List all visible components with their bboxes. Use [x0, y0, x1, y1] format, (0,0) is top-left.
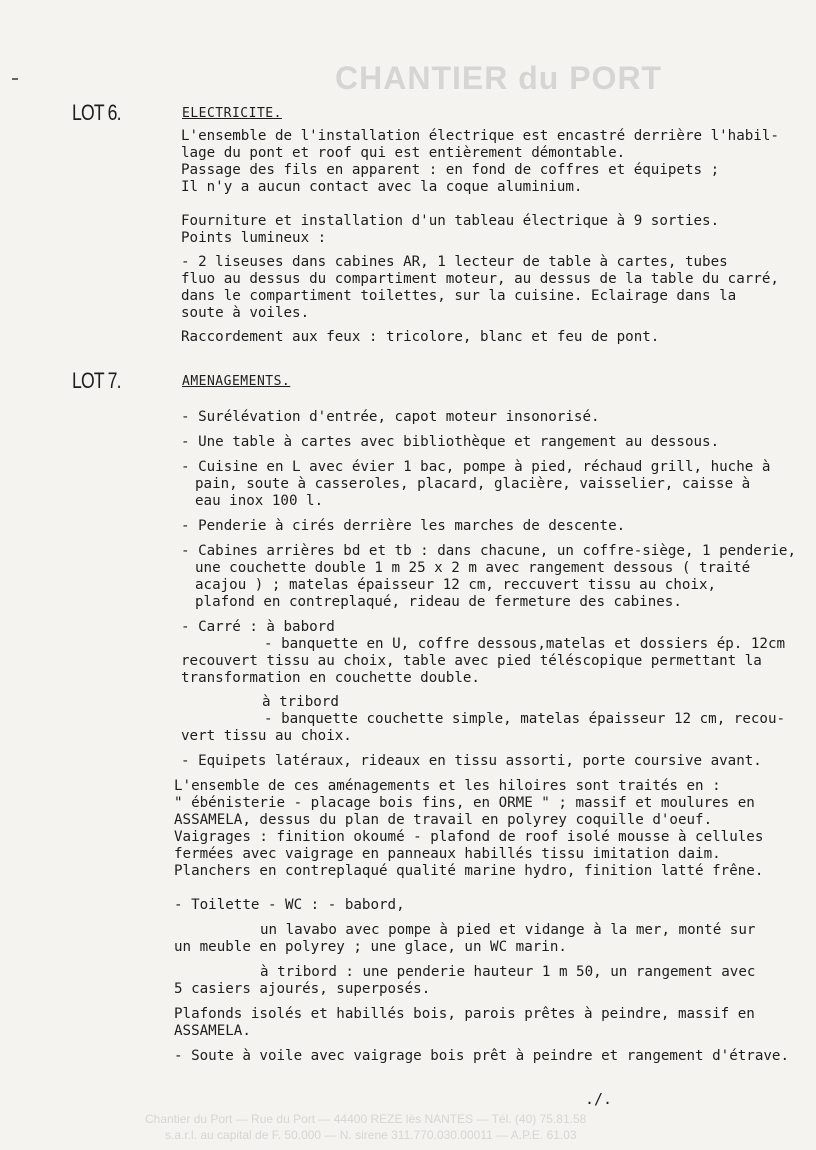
- lot7-line: un lavabo avec pompe à pied et vidange à la mer, monté sur: [260, 922, 756, 938]
- watermark-footer-line-1: Chantier du Port — Rue du Port — 44400 REZE lès NANTES — Tél. (40) 75.81.58: [145, 1112, 587, 1126]
- lot7-line: fermées avec vaigrage en panneaux habillés tissu imitation daim.: [174, 846, 721, 862]
- lot6-line: - 2 liseuses dans cabines AR, 1 lecteur de table à cartes, tubes: [181, 254, 728, 270]
- lot7-line: - Carré : à babord: [181, 619, 335, 635]
- lot7-number: LOT 7.: [72, 368, 121, 393]
- lot6-line: soute à voiles.: [181, 305, 310, 321]
- lot6-line: Fourniture et installation d'un tableau électrique à 9 sorties.: [181, 213, 720, 229]
- lot7-line: plafond en contreplaqué, rideau de fermeture des cabines.: [195, 594, 682, 610]
- lot7-line: transformation en couchette double.: [181, 670, 480, 686]
- lot7-line: recouvert tissu au choix, table avec pied téléscopique permettant la: [181, 653, 762, 669]
- lot7-line: Planchers en contreplaqué qualité marine hydro, finition latté frêne.: [174, 863, 764, 879]
- lot7-line: à tribord: [262, 694, 339, 710]
- lot7-line: - Une table à cartes avec bibliothèque et rangement au dessous.: [181, 434, 720, 450]
- lot6-line: Passage des fils en apparent : en fond de coffres et équipets ;: [181, 162, 720, 178]
- lot7-line: 5 casiers ajourés, superposés.: [174, 981, 431, 997]
- lot7-line: ASSAMELA.: [174, 1023, 251, 1039]
- lot7-line: - Penderie à cirés derrière les marches de descente.: [181, 518, 626, 534]
- lot6-line: L'ensemble de l'installation électrique est encastré derrière l'habil-: [181, 128, 779, 144]
- lot7-line: eau inox 100 l.: [195, 493, 324, 509]
- watermark-footer-line-2: s.a.r.l. au capital de F. 50.000 — N. sirene 311.770.030.00011 — A.P.E. 61.03: [165, 1128, 577, 1142]
- lot7-line: - Cuisine en L avec évier 1 bac, pompe à pied, réchaud grill, huche à: [181, 459, 771, 475]
- lot6-title: ELECTRICITE.: [182, 106, 282, 121]
- lot7-line: un meuble en polyrey ; une glace, un WC marin.: [174, 939, 567, 955]
- lot7-line: - banquette couchette simple, matelas épaisseur 12 cm, recou-: [264, 711, 786, 727]
- lot7-line: - Equipets latéraux, rideaux en tissu assorti, porte coursive avant.: [181, 753, 762, 769]
- scan-mark: [12, 78, 18, 80]
- lot7-line: acajou ) ; matelas épaisseur 12 cm, reccuvert tissu au choix,: [195, 577, 717, 593]
- lot7-line: - Surélévation d'entrée, capot moteur insonorisé.: [181, 409, 600, 425]
- lot7-line: Vaigrages : finition okoumé - plafond de roof isolé mousse à cellules: [174, 829, 764, 845]
- lot7-title: AMENAGEMENTS.: [182, 374, 291, 389]
- lot7-line: - Soute à voile avec vaigrage bois prêt à peindre et rangement d'étrave.: [174, 1048, 789, 1064]
- lot6-line: dans le compartiment toilettes, sur la cuisine. Eclairage dans la: [181, 288, 737, 304]
- lot6-line: Il n'y a aucun contact avec la coque aluminium.: [181, 179, 583, 195]
- lot6-number: LOT 6.: [72, 100, 121, 125]
- lot7-line: ASSAMELA, dessus du plan de travail en polyrey coquille d'oeuf.: [174, 812, 713, 828]
- watermark-title: CHANTIER du PORT: [335, 60, 663, 96]
- lot7-line: - Toilette - WC : - babord,: [174, 897, 405, 913]
- lot7-line: pain, soute à casseroles, placard, glacière, vaisselier, caisse à: [195, 476, 751, 492]
- lot7-line: " ébénisterie - placage bois fins, en ORME " ; massif et moulures en: [174, 795, 755, 811]
- lot7-line: à tribord : une penderie hauteur 1 m 50, un rangement avec: [260, 964, 756, 980]
- end-mark: ./.: [585, 1090, 613, 1108]
- lot7-line: L'ensemble de ces aménagements et les hiloires sont traités en :: [174, 778, 721, 794]
- lot7-line: Plafonds isolés et habillés bois, parois prêtes à peindre, massif en: [174, 1006, 755, 1022]
- lot7-line: vert tissu au choix.: [181, 728, 352, 744]
- lot6-line: Points lumineux :: [181, 230, 327, 246]
- lot6-line: lage du pont et roof qui est entièrement démontable.: [181, 145, 626, 161]
- lot7-line: une couchette double 1 m 25 x 2 m avec rangement dessous ( traité: [195, 560, 751, 576]
- lot6-line: Raccordement aux feux : tricolore, blanc et feu de pont.: [181, 329, 660, 345]
- lot6-line: fluo au dessus du compartiment moteur, au dessus de la table du carré,: [181, 271, 779, 287]
- lot7-line: - banquette en U, coffre dessous,matelas et dossiers ép. 12cm: [264, 636, 786, 652]
- lot7-line: - Cabines arrières bd et tb : dans chacune, un coffre-siège, 1 penderie,: [181, 543, 796, 559]
